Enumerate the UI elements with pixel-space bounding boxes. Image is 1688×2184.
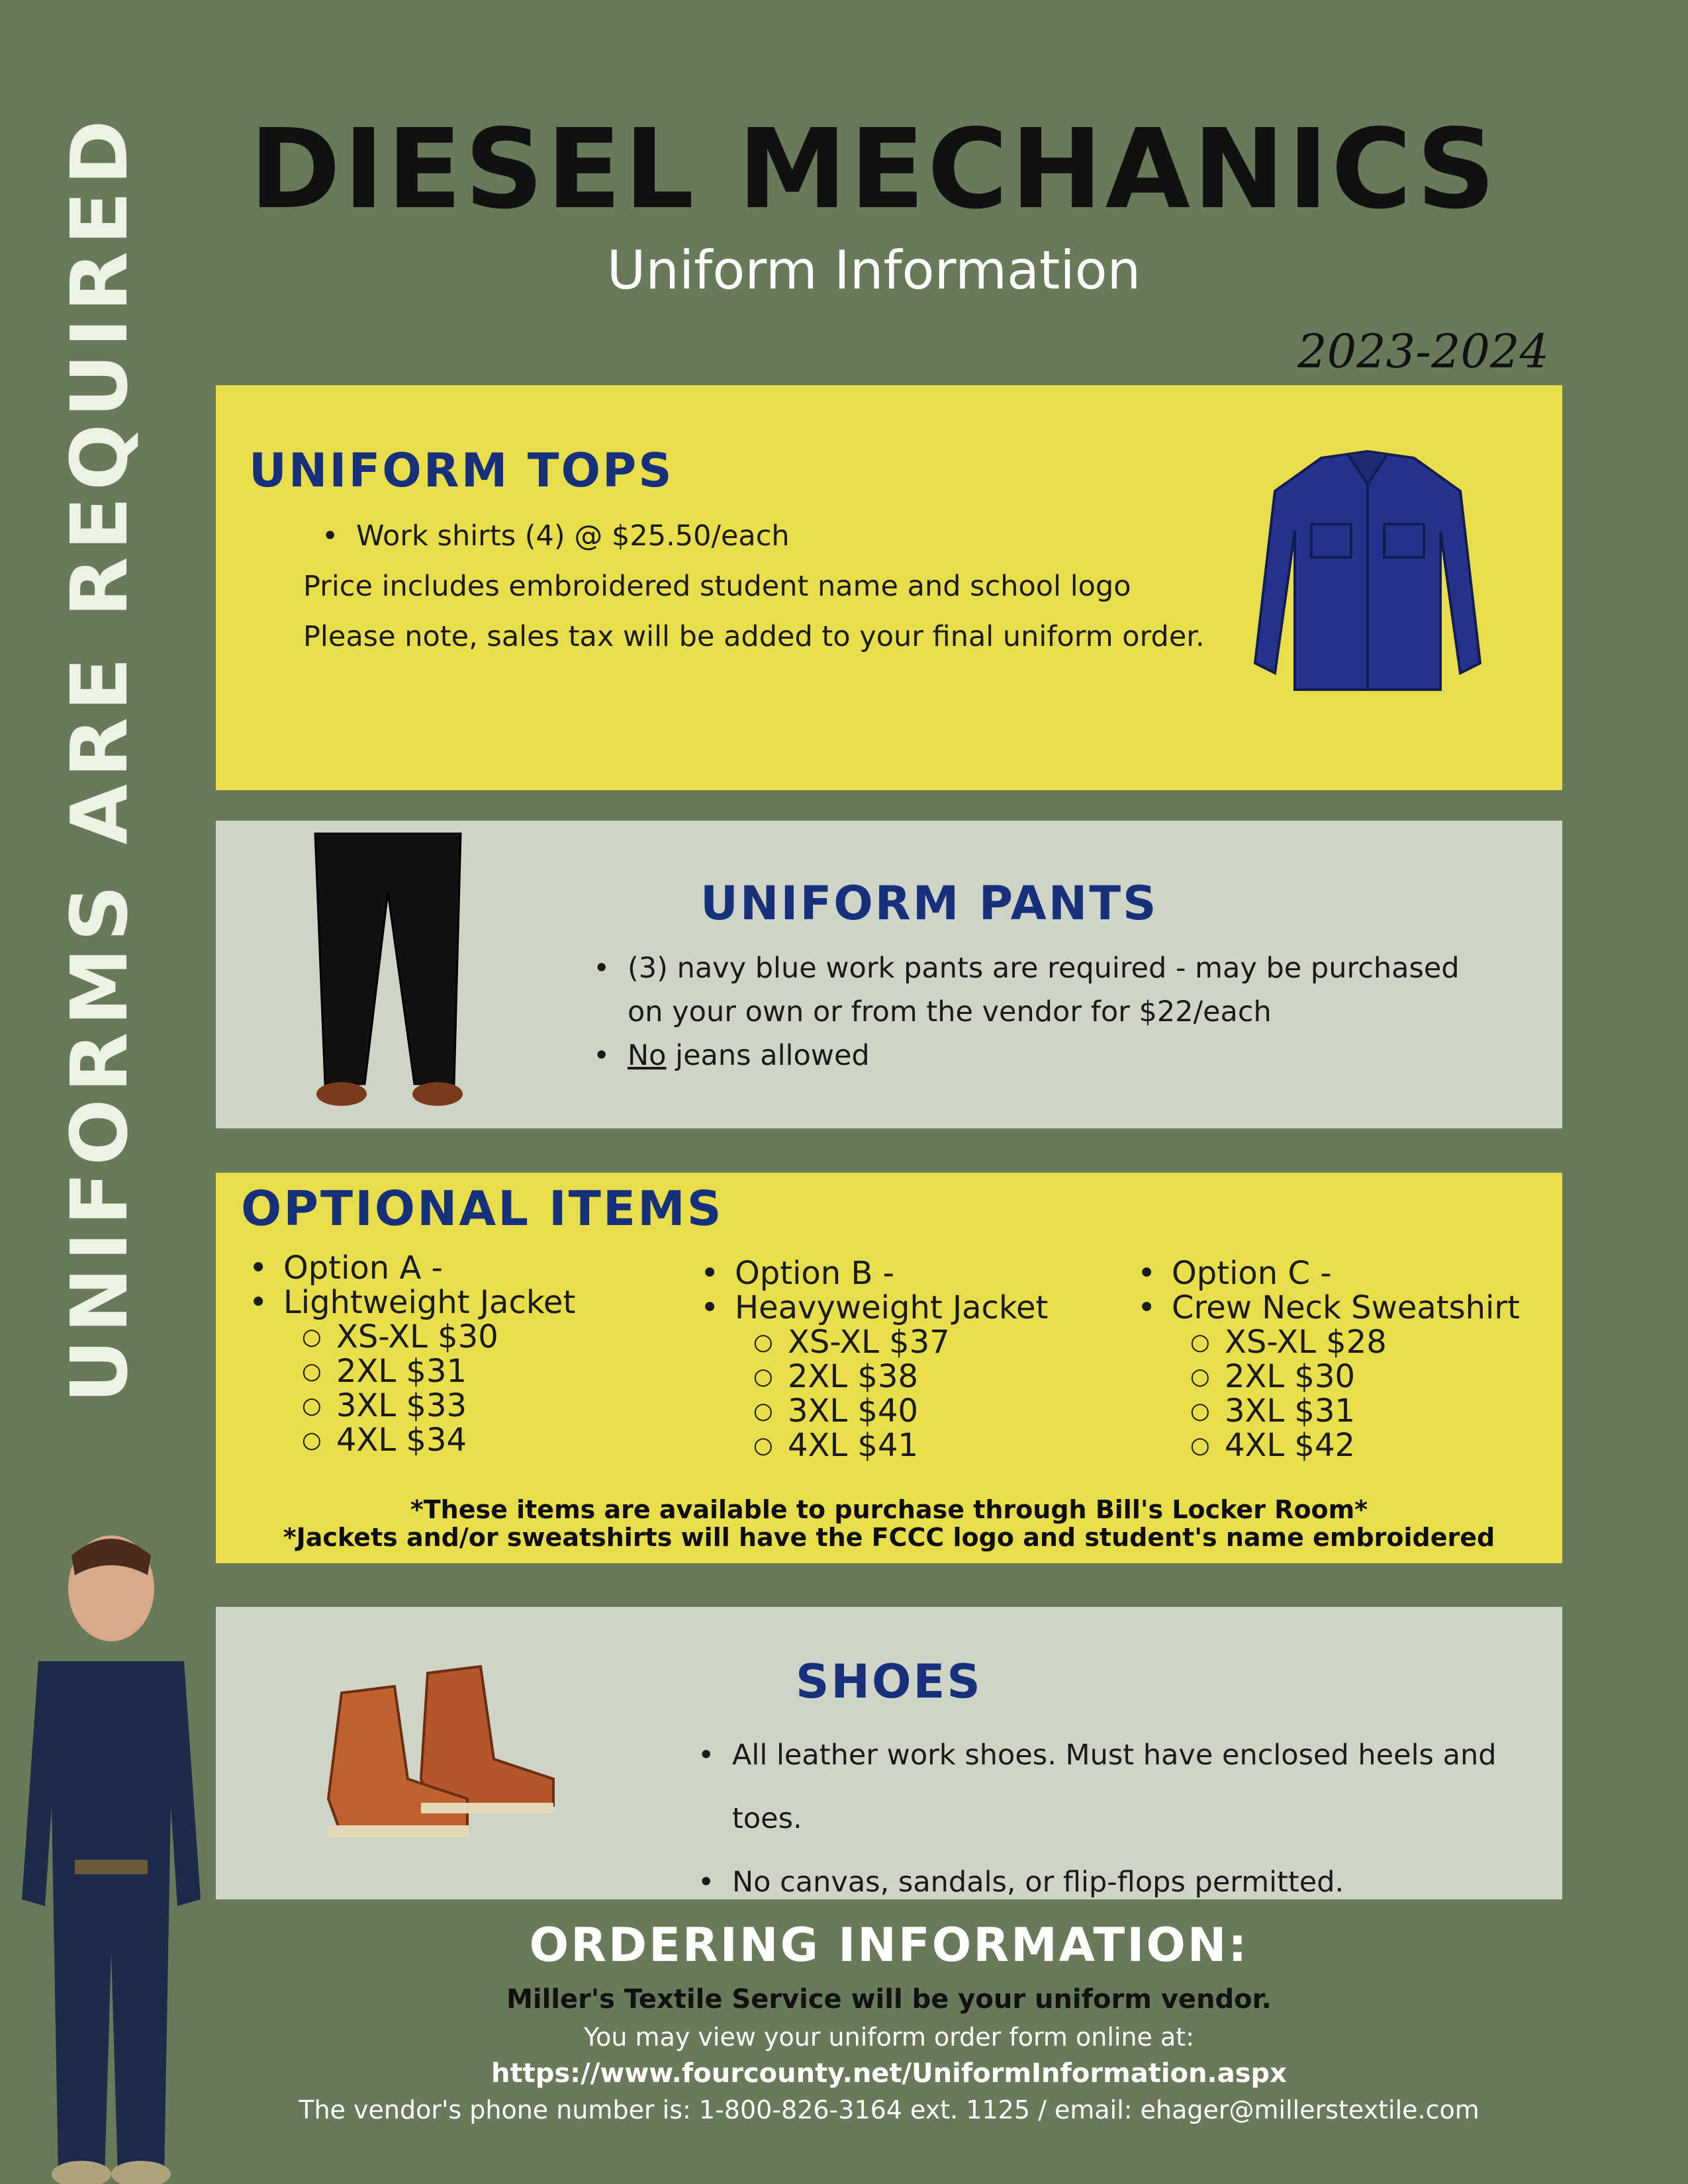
price-item: ○ XS-XL $28 — [1190, 1325, 1520, 1359]
order-form-link[interactable]: https://www.fourcounty.net/UniformInformation.aspx — [491, 2058, 1287, 2089]
shoes-heading: SHOES — [796, 1655, 982, 1709]
uniform-tops-panel — [216, 385, 1562, 790]
tops-heading: UNIFORM TOPS — [249, 443, 674, 498]
price-item: ○ 4XL $41 — [753, 1428, 1048, 1463]
tops-price-note: Price includes embroidered student name and school logo — [303, 570, 1131, 603]
page-subtitle: Uniform Information — [606, 240, 1141, 301]
price-item: ○ 3XL $31 — [1190, 1394, 1520, 1428]
list-item: • Work shirts (4) @ $25.50/each — [322, 511, 790, 561]
page-title: DIESEL MECHANICS — [249, 106, 1499, 234]
price-item: ○ 2XL $31 — [302, 1354, 575, 1388]
pants-list — [593, 946, 1460, 1077]
price-item: ○ XS-XL $30 — [302, 1320, 575, 1354]
shoes-list — [698, 1723, 1562, 1914]
pants-jeans-note: jeans allowed — [666, 1039, 870, 1072]
embroidery-note: *Jackets and/or sweatshirts will have the FCCC logo and student's name embroidered — [283, 1523, 1495, 1552]
ordering-heading: ORDERING INFORMATION: — [529, 1918, 1249, 1972]
list-item: • All leather work shoes. Must have enclosed heels and toes. — [698, 1723, 1562, 1850]
uniform-pants-panel — [216, 821, 1562, 1128]
option-label: • Option A - — [249, 1251, 575, 1285]
tops-tax-note: Please note, sales tax will be added to your final uniform order. — [303, 620, 1205, 653]
work-pants-image — [302, 833, 474, 1111]
shoes-panel — [216, 1607, 1562, 1899]
pants-item-line-1: (3) navy blue work pants are required - may be purchased — [628, 952, 1460, 985]
tops-list — [322, 511, 790, 561]
list-item — [593, 1034, 1460, 1077]
optional-heading: OPTIONAL ITEMS — [241, 1181, 724, 1236]
option-label: • Option B - — [700, 1256, 1048, 1291]
work-shirt-image — [1248, 445, 1487, 696]
view-form-line: You may view your uniform order form online at: — [583, 2023, 1195, 2052]
list-item: • No canvas, sandals, or flip-flops permitted. — [698, 1850, 1562, 1914]
school-year: 2023-2024 — [1297, 324, 1549, 379]
no-emphasis: No — [628, 1039, 667, 1072]
vendor-contact-line: The vendor's phone number is: 1-800-826-3164 ext. 1125 / email: ehager@millerstextile.com — [299, 2095, 1479, 2124]
option-name: • Crew Neck Sweatshirt — [1137, 1291, 1520, 1325]
price-item: ○ 3XL $33 — [302, 1388, 575, 1423]
pants-heading: UNIFORM PANTS — [700, 876, 1158, 931]
side-banner: UNIFORMS ARE REQUIRED — [54, 113, 145, 1403]
price-item: ○ 3XL $40 — [753, 1394, 1048, 1428]
price-item: ○ 4XL $34 — [302, 1423, 575, 1457]
option-b-column — [700, 1256, 1048, 1463]
list-item — [593, 946, 1460, 1034]
optional-items-panel — [216, 1173, 1562, 1563]
option-name: • Lightweight Jacket — [249, 1285, 575, 1320]
vendor-line: Miller's Textile Service will be your uniform vendor. — [506, 1984, 1272, 2015]
student-photo — [12, 1529, 211, 2184]
pants-item-line-2: on your own or from the vendor for $22/each — [628, 995, 1272, 1028]
availability-note: *These items are available to purchase through Bill's Locker Room* — [410, 1495, 1368, 1524]
price-item: ○ 2XL $30 — [1190, 1359, 1520, 1394]
price-item: ○ 4XL $42 — [1190, 1428, 1520, 1463]
option-c-column — [1137, 1256, 1520, 1463]
option-label: • Option C - — [1137, 1256, 1520, 1291]
price-item: ○ XS-XL $37 — [753, 1325, 1048, 1359]
price-item: ○ 2XL $38 — [753, 1359, 1048, 1394]
option-name: • Heavyweight Jacket — [700, 1291, 1048, 1325]
leather-boots-image — [302, 1647, 567, 1845]
option-a-column — [249, 1251, 575, 1457]
